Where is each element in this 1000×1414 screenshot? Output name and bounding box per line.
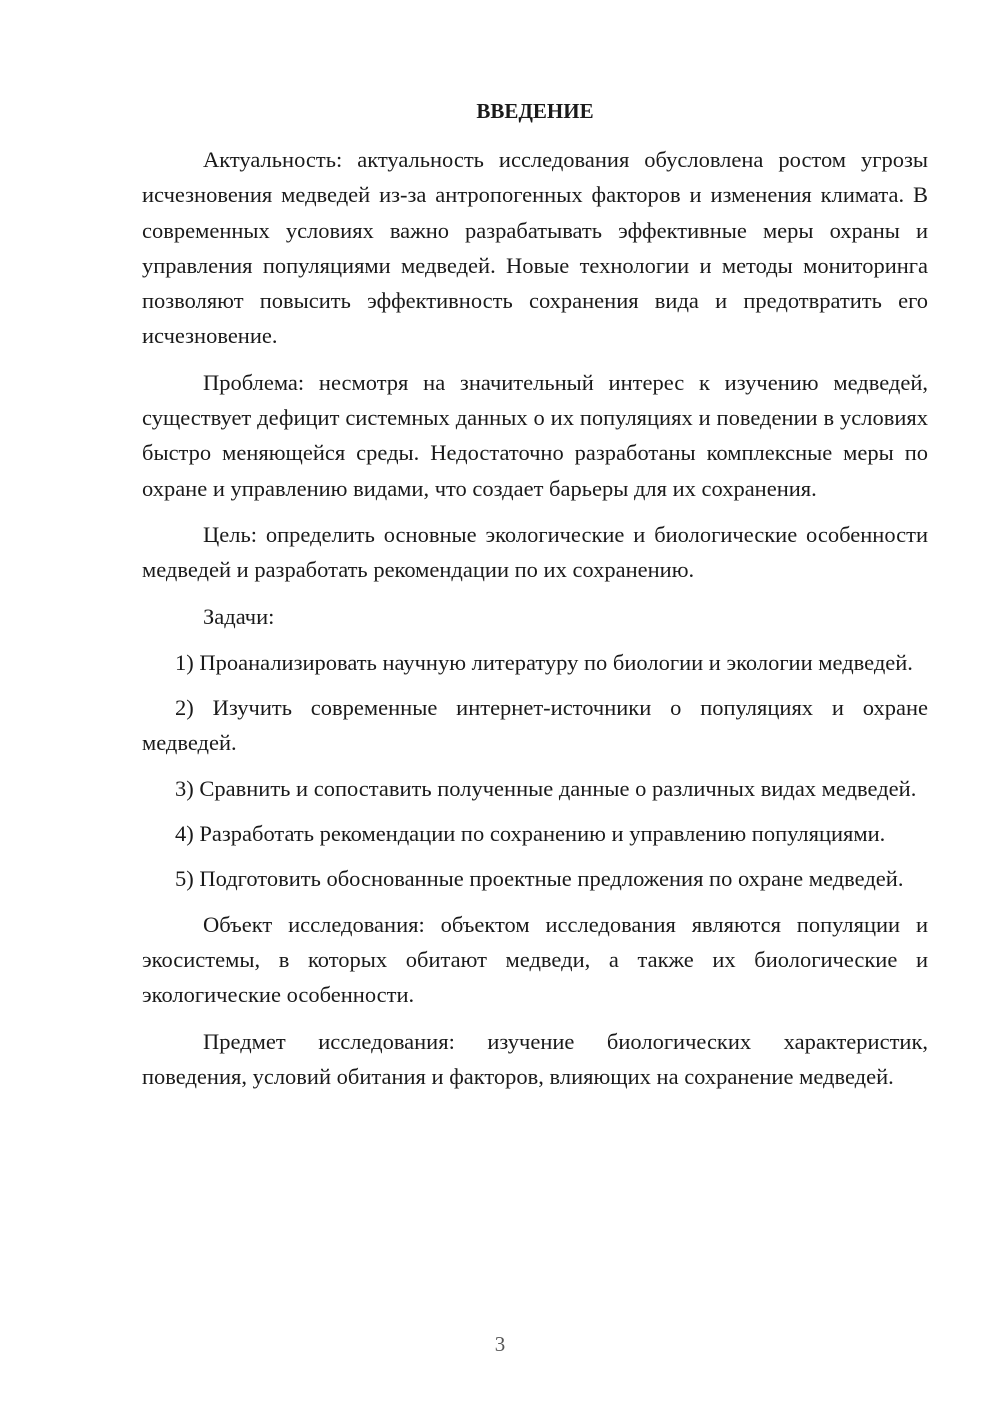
task-item: 2) Изучить современные интернет-источники о популяциях и охране медведей. bbox=[142, 695, 928, 756]
page-number: 3 bbox=[494, 1332, 506, 1356]
task-item: 1) Проанализировать научную литературу по биологии и экологии медведей. bbox=[175, 649, 913, 675]
paragraph-object: Объект исследования: объектом исследования являются популяции и экосистемы, в которых обитают медведи, а также их биологические и экологические особенности. bbox=[142, 911, 928, 1008]
paragraph-goal: Цель: определить основные экологические и биологические особенности медведей и разработать рекомендации по их сохранению. bbox=[142, 521, 928, 583]
paragraph-relevance: Актуальность: актуальность исследования обусловлена ростом угрозы исчезновения медведей из-за антропогенных факторов и изменения климата. В современных условиях важно разрабатывать эффективные меры охраны и управления популяциями медведей. Новые технологии и методы мониторинга позволяют повысить эффективность сохранения вида и предотвратить его исчезновение. bbox=[142, 147, 928, 349]
task-item: 5) Подготовить обоснованные проектные предложения по охране медведей. bbox=[175, 866, 904, 892]
task-item: 3) Сравнить и сопоставить полученные данные о различных видах медведей. bbox=[175, 775, 917, 801]
task-item: 4) Разработать рекомендации по сохранению и управлению популяциями. bbox=[175, 821, 886, 847]
section-title: ВВЕДЕНИЕ bbox=[476, 99, 594, 123]
tasks-label: Задачи: bbox=[203, 603, 275, 629]
paragraph-problem: Проблема: несмотря на значительный интерес к изучению медведей, существует дефицит системных данных о их популяциях и поведении в условиях быстро меняющейся среды. Недостаточно разработаны комплексные меры по охране и управлению видами, что создает барьеры для их сохранения. bbox=[142, 369, 928, 501]
paragraph-subject: Предмет исследования: изучение биологических характеристик, поведения, условий обитания и факторов, влияющих на сохранение медведей. bbox=[142, 1028, 928, 1089]
document-page bbox=[142, 94, 928, 1105]
